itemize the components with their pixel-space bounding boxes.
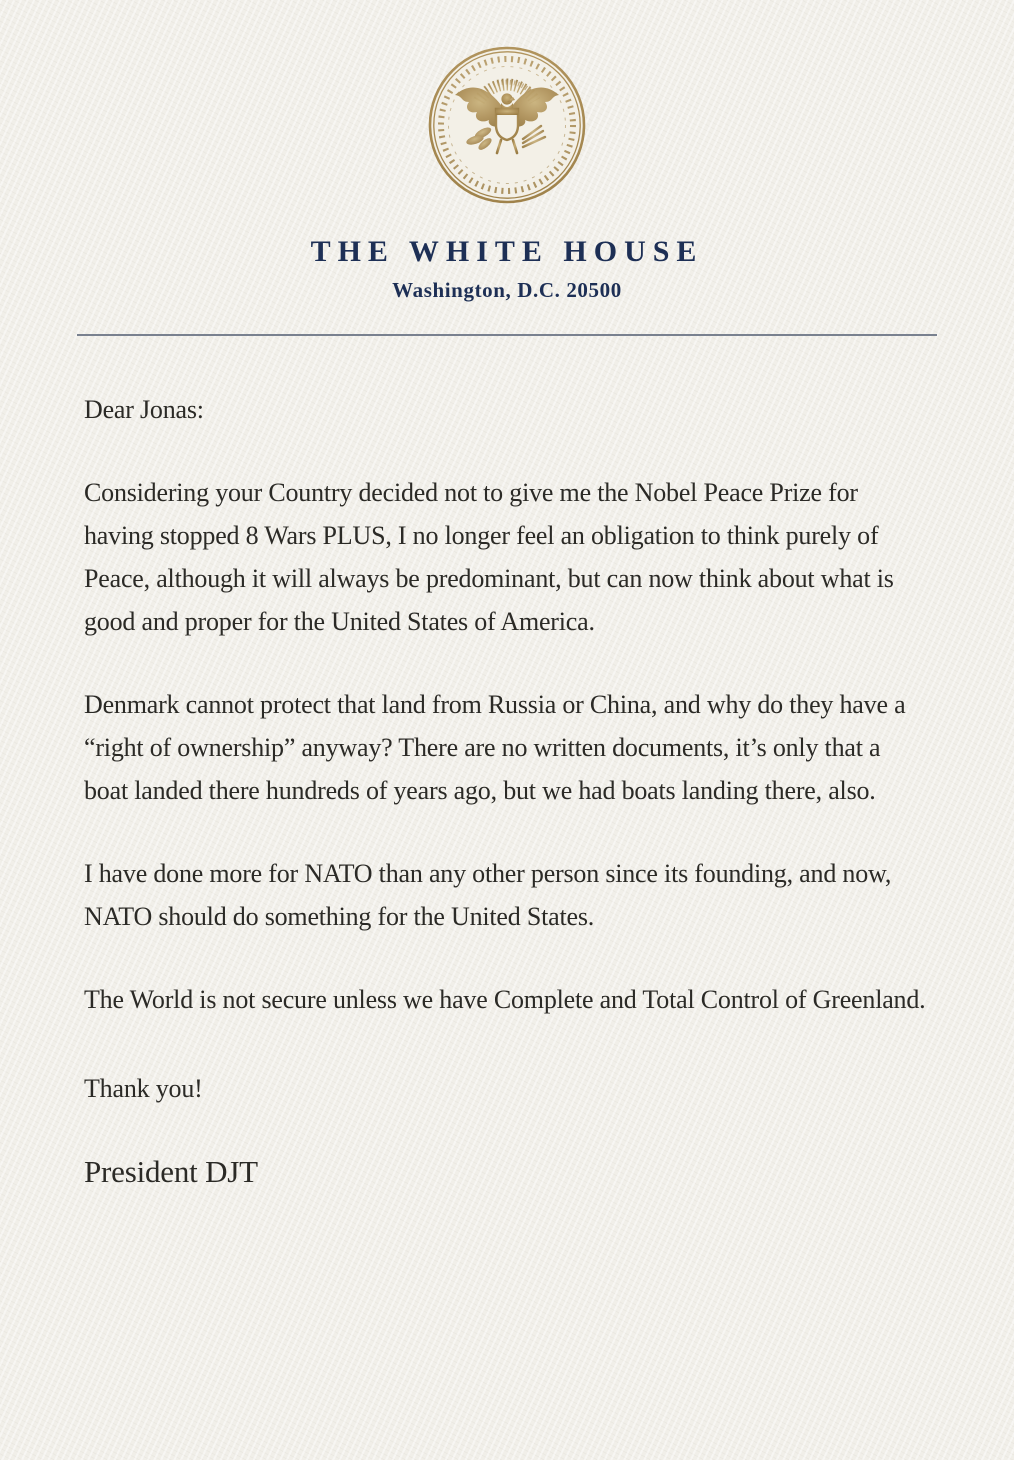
closing-line: Thank you!: [84, 1074, 203, 1103]
letterhead: [0, 0, 1014, 336]
paragraph-4: The World is not secure unless we have Complete and Total Control of Greenland.: [84, 985, 926, 1014]
presidential-seal-icon: [427, 45, 587, 205]
signature-line: President DJT: [84, 1154, 258, 1189]
letter-body: [84, 388, 930, 1192]
paragraph-1: Considering your Country decided not to give me the Nobel Peace Prize for having stopped 8 Wars PLUS, I no longer feel an obligation to think purely of Peace, although it will always be predominant, but can now think about what is good and proper for the United States of America.: [84, 478, 894, 636]
letterhead-divider: [77, 334, 937, 336]
letterhead-subtitle: Washington, D.C. 20500: [392, 278, 622, 302]
paragraph-2: Denmark cannot protect that land from Russia or China, and why do they have a “right of ownership” anyway? There are no written documents, it’s only that a boat landed there hundreds of years ago, but we had boats landing there, also.: [84, 690, 906, 805]
letterhead-title: THE WHITE HOUSE: [310, 235, 704, 268]
salutation: Dear Jonas:: [84, 395, 204, 424]
paragraph-3: I have done more for NATO than any other person since its founding, and now, NATO should do something for the United States.: [84, 859, 892, 931]
